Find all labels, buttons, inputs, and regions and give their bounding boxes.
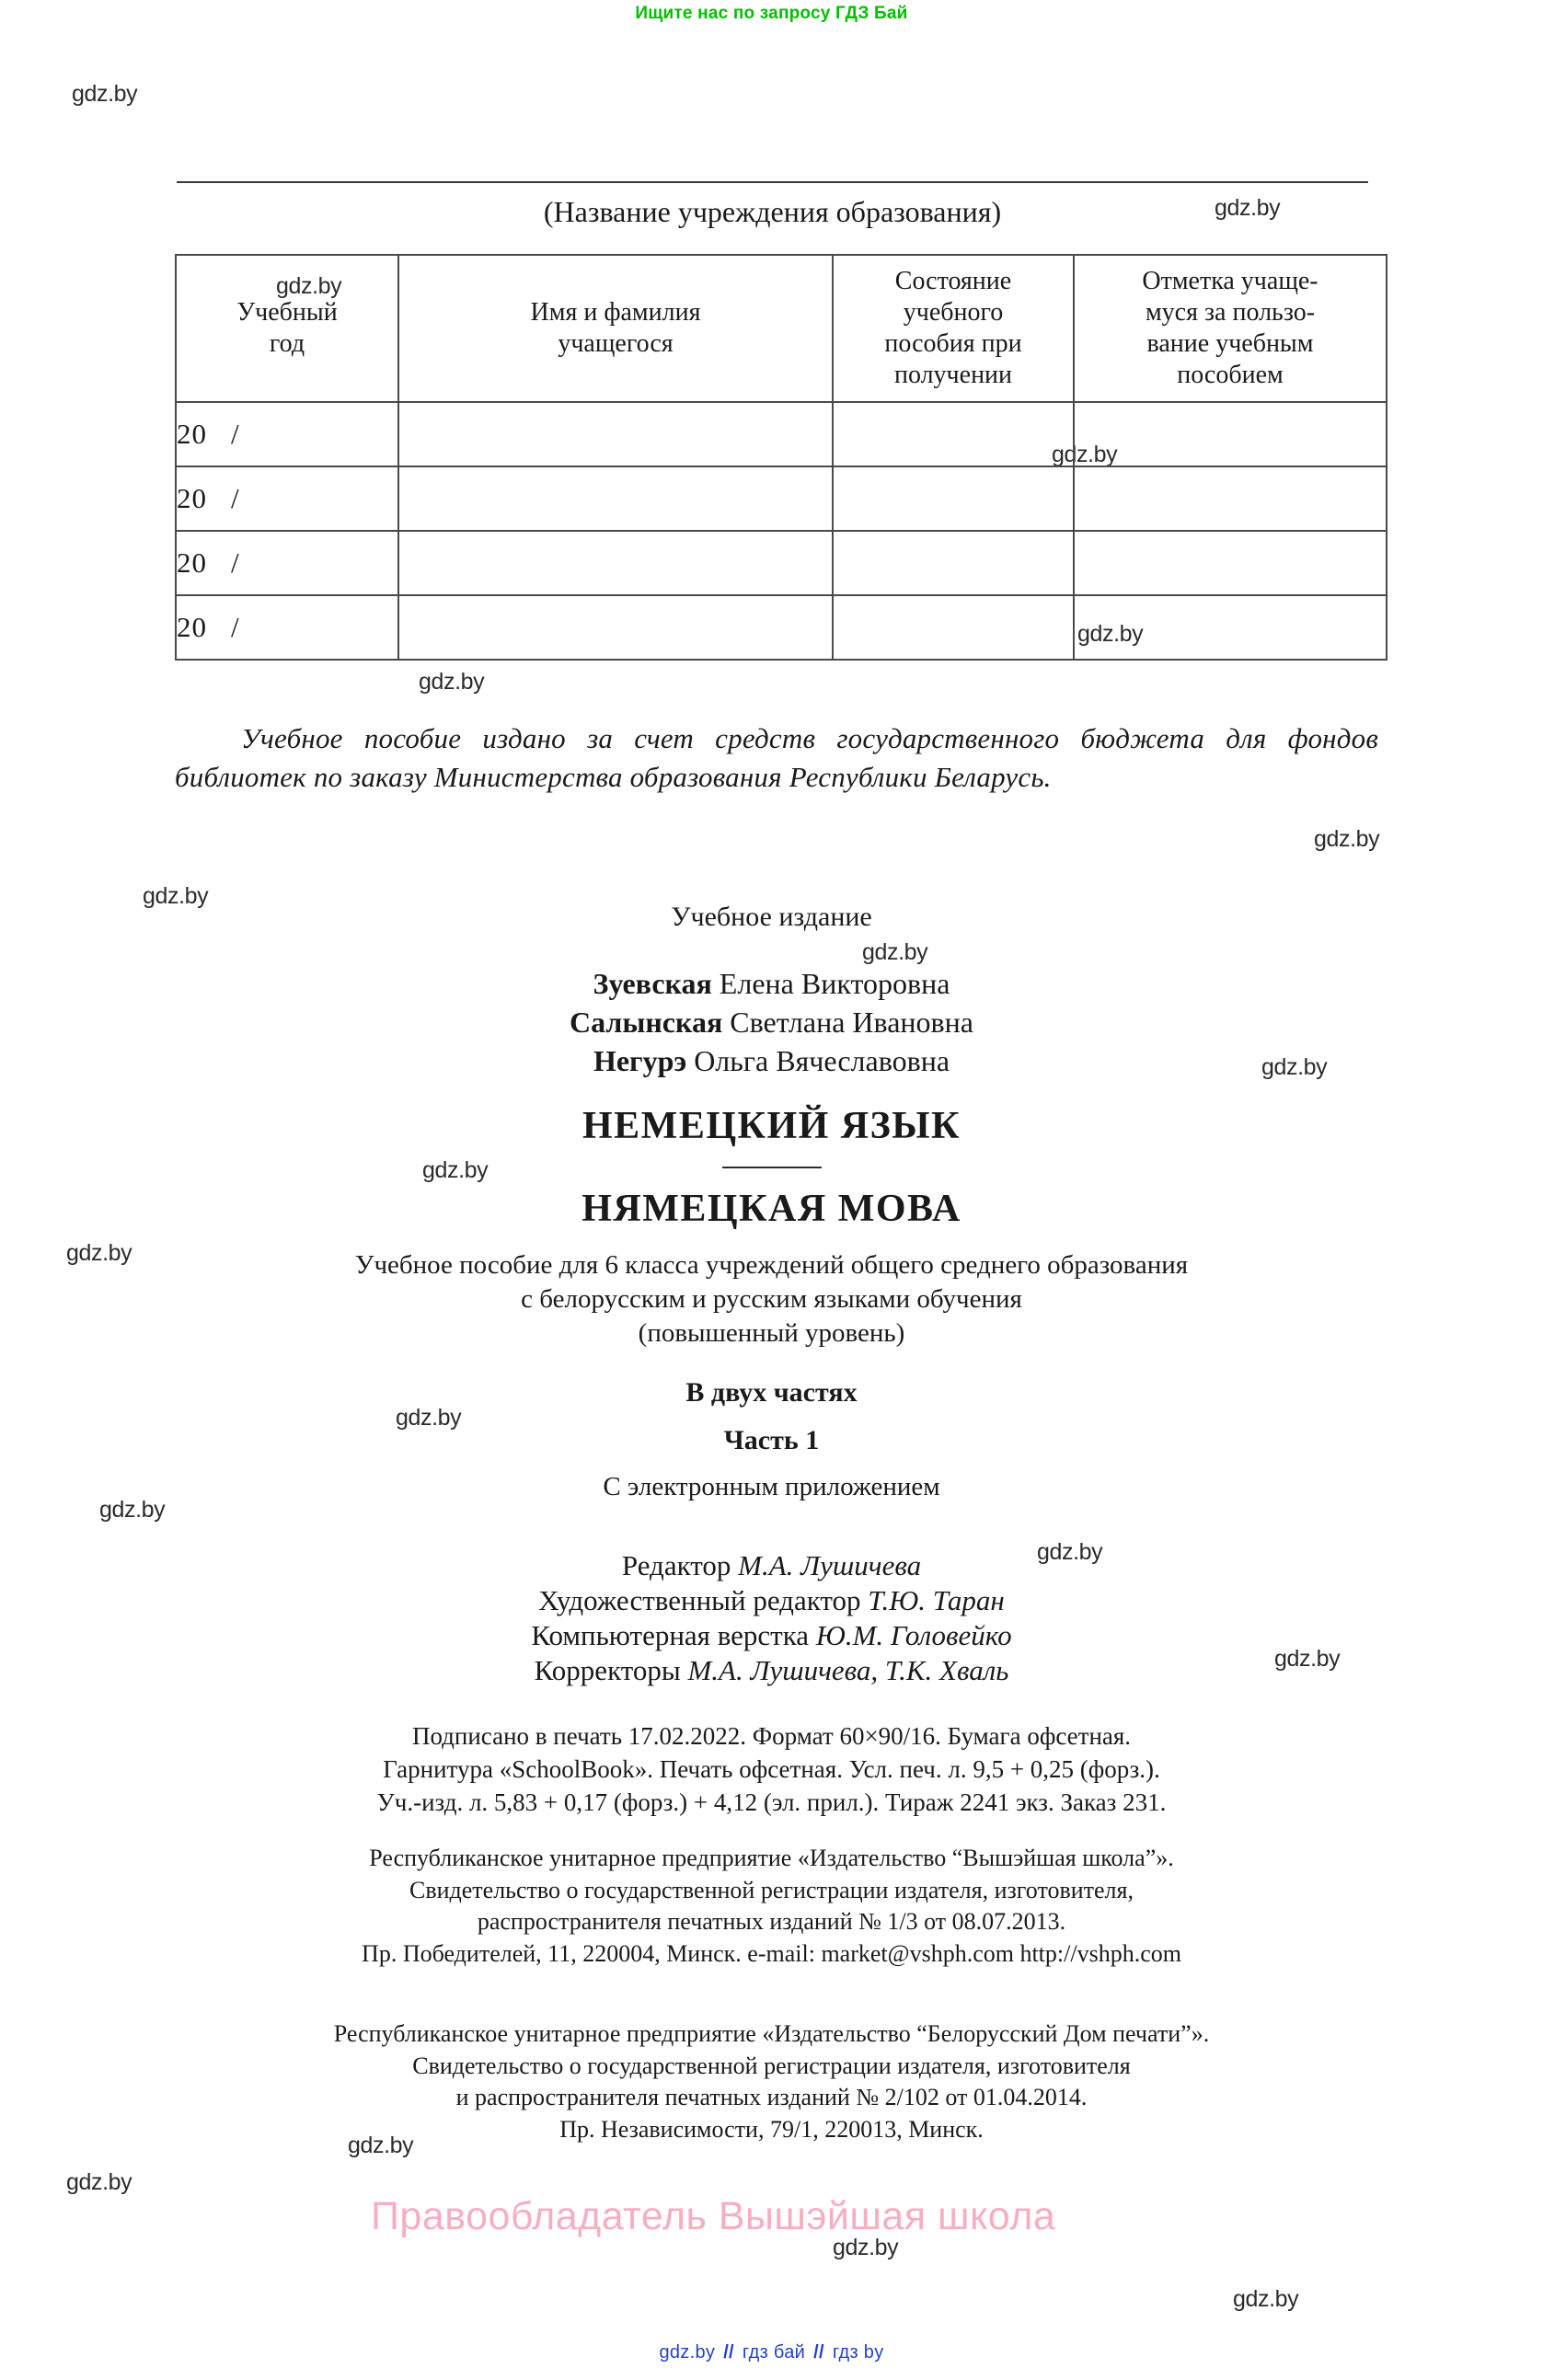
footer-link[interactable]: гдз by <box>832 2342 884 2363</box>
publisher-line: распространителя печатных изданий № 1/3 от 08.07.2013. <box>477 1908 1066 1936</box>
watermark-gdz: gdz.by <box>1314 826 1380 852</box>
credit-role: Корректоры <box>534 1654 688 1687</box>
cell-student-mark[interactable] <box>1074 466 1387 531</box>
cell-book-condition[interactable] <box>833 531 1074 595</box>
watermark-gdz: gdz.by <box>348 2133 414 2158</box>
header-book-condition-line2: учебного <box>903 297 1004 327</box>
year-slash: / <box>231 482 240 514</box>
header-book-condition-line1: Состояние <box>894 266 1012 295</box>
watermark-gdz: gdz.by <box>1052 442 1118 467</box>
watermark-gdz: gdz.by <box>396 1405 462 1431</box>
cell-academic-year[interactable] <box>176 531 398 595</box>
table-row <box>176 595 1387 660</box>
table-row <box>176 531 1387 595</box>
print-detail-line: Подписано в печать 17.02.2022. Формат 60×90/16. Бумага офсетная. <box>411 1722 1132 1750</box>
publisher-line: Пр. Победителей, 11, 220004, Минск. e-mail: market@vshph.com http://vshph.com <box>362 1939 1181 1967</box>
watermark-gdz: gdz.by <box>419 669 485 695</box>
cell-student-name[interactable] <box>398 466 833 531</box>
table-header-row <box>176 255 1387 402</box>
publisher-secondary-block <box>0 2018 1543 2145</box>
credit-role: Редактор <box>621 1549 739 1581</box>
author-given-names: Светлана Ивановна <box>722 1006 973 1040</box>
header-student-name <box>398 255 833 402</box>
header-student-mark-line1: Отметка учаще- <box>1142 266 1318 295</box>
cell-student-name[interactable] <box>398 402 833 466</box>
watermark-gdz: gdz.by <box>1037 1539 1103 1565</box>
credit-line <box>0 1653 1543 1688</box>
publisher-line: и распространителя печатных изданий № 2/102 от 01.04.2014. <box>455 2084 1088 2111</box>
year-prefix: 20 <box>177 418 207 450</box>
watermark-gdz: gdz.by <box>1274 1646 1341 1672</box>
cell-student-name[interactable] <box>398 531 833 595</box>
author-surname: Зуевская <box>593 967 712 1000</box>
footer-link[interactable]: гдз бай <box>742 2342 806 2363</box>
table-row <box>176 466 1387 531</box>
header-academic-year <box>176 255 398 402</box>
watermark-gdz: gdz.by <box>1233 2286 1299 2312</box>
watermark-gdz: gdz.by <box>422 1157 489 1183</box>
watermark-gdz: gdz.by <box>1215 195 1281 221</box>
author-list <box>0 964 1543 1081</box>
subtitle-block <box>0 1248 1543 1351</box>
cell-book-condition[interactable] <box>833 595 1074 660</box>
part-number: Часть 1 <box>723 1425 820 1455</box>
cell-academic-year[interactable] <box>176 466 398 531</box>
header-student-mark-line2: муся за пользо- <box>1145 297 1316 327</box>
publisher-line: Свидетельство о государственной регистрации издателя, изготовителя <box>412 2052 1131 2079</box>
table-row <box>176 402 1387 466</box>
parts-count: В двух частях <box>685 1377 858 1408</box>
header-academic-year-line1: Учебный <box>236 297 338 327</box>
credit-line <box>0 1583 1543 1618</box>
author-surname: Негурэ <box>593 1044 687 1078</box>
subtitle-line-1: Учебное пособие для 6 класса учреждений общего среднего образования <box>354 1250 1189 1280</box>
promo-banner: Ищите нас по запросу ГДЗ Бай <box>635 4 908 23</box>
publisher-line: Пр. Независимости, 79/1, 220013, Минск. <box>559 2115 984 2143</box>
publisher-primary-block <box>0 1843 1543 1970</box>
header-student-mark-line4: пособием <box>1177 361 1284 390</box>
print-detail-line: Уч.-изд. л. 5,83 + 0,17 (форз.) + 4,12 (эл. прил.). Тираж 2241 экз. Заказ 231. <box>376 1788 1167 1816</box>
footer-link[interactable]: gdz.by <box>659 2342 716 2363</box>
watermark-gdz: gdz.by <box>72 81 138 107</box>
title-divider <box>722 1167 822 1168</box>
credit-person: М.А. Лушичева <box>738 1549 922 1581</box>
header-student-name-line2: учащегося <box>558 329 674 358</box>
cell-student-name[interactable] <box>398 595 833 660</box>
cell-student-mark[interactable] <box>1074 402 1387 466</box>
author-name <box>0 1003 1543 1041</box>
watermark-gdz: gdz.by <box>862 939 928 965</box>
watermark-gdz: gdz.by <box>66 1240 132 1266</box>
credit-person: М.А. Лушичева, Т.К. Хваль <box>687 1654 1009 1687</box>
header-book-condition <box>833 255 1074 402</box>
header-book-condition-line4: получении <box>893 361 1013 390</box>
year-prefix: 20 <box>177 546 207 579</box>
watermark-copyright-holder: Правообладатель Вышэйшая школа <box>371 2194 1056 2238</box>
footer-separator: // <box>723 2342 734 2363</box>
watermark-gdz: gdz.by <box>833 2235 899 2260</box>
credit-role: Художественный редактор <box>538 1584 869 1617</box>
watermark-gdz: gdz.by <box>1077 621 1144 647</box>
author-surname: Салынская <box>570 1006 723 1040</box>
year-slash: / <box>231 418 240 450</box>
credits-block <box>0 1548 1543 1689</box>
table-head <box>176 255 1387 402</box>
author-name <box>0 1041 1543 1080</box>
year-prefix: 20 <box>177 482 207 514</box>
subtitle-line-3: (повышенный уровень) <box>638 1318 905 1349</box>
edition-label: Учебное издание <box>671 902 872 932</box>
watermark-gdz: gdz.by <box>276 273 342 299</box>
credit-person: Т.Ю. Таран <box>868 1584 1005 1617</box>
electronic-app-note: С электронным приложением <box>603 1472 940 1501</box>
author-given-names: Елена Викторовна <box>711 967 950 1000</box>
cell-book-condition[interactable] <box>833 402 1074 466</box>
institution-caption: (Название учреждения образования) <box>543 195 1002 228</box>
title-belarusian: НЯМЕЦКАЯ МОВА <box>582 1188 961 1230</box>
credit-line <box>0 1618 1543 1653</box>
year-slash: / <box>231 546 240 579</box>
subtitle-line-2: с белорусским и русским языками обучения <box>521 1284 1022 1315</box>
footer-links[interactable] <box>0 2342 1543 2363</box>
watermark-gdz: gdz.by <box>1261 1054 1328 1080</box>
credit-role: Компьютерная верстка <box>531 1619 816 1652</box>
watermark-gdz: gdz.by <box>143 883 209 909</box>
header-academic-year-line2: год <box>269 329 305 358</box>
cell-student-mark[interactable] <box>1074 595 1387 660</box>
title-russian: НЕМЕЦКИЙ ЯЗЫК <box>582 1105 961 1147</box>
print-details-block <box>0 1720 1543 1820</box>
cell-academic-year[interactable] <box>176 402 398 466</box>
cell-book-condition[interactable] <box>833 466 1074 531</box>
year-prefix: 20 <box>177 611 207 643</box>
header-student-mark <box>1074 255 1387 402</box>
publisher-line: Республиканское унитарное предприятие «Издательство “Белорусский Дом печати”». <box>333 2020 1210 2047</box>
author-given-names: Ольга Вячеславовна <box>686 1044 950 1078</box>
watermark-gdz: gdz.by <box>99 1497 166 1523</box>
header-book-condition-line3: пособия при <box>884 329 1022 358</box>
institution-rule <box>177 181 1368 183</box>
credit-line <box>0 1548 1543 1583</box>
print-detail-line: Гарнитура «SchoolBook». Печать офсетная. Усл. печ. л. 9,5 + 0,25 (форз.). <box>383 1754 1160 1783</box>
footer-separator: // <box>813 2342 824 2363</box>
year-slash: / <box>231 611 240 643</box>
table-body <box>176 402 1387 660</box>
watermark-gdz: gdz.by <box>66 2169 132 2195</box>
cell-student-mark[interactable] <box>1074 531 1387 595</box>
book-registration-table <box>175 254 1388 661</box>
header-student-name-line1: Имя и фамилия <box>530 297 701 327</box>
budget-note: Учебное пособие издано за счет средств государственного бюджета для фондов библиотек по заказу Министерства образования Республики Беларусь. <box>175 722 1378 794</box>
publisher-line: Республиканское унитарное предприятие «Издательство “Вышэйшая школа”». <box>369 1845 1174 1871</box>
publisher-line: Свидетельство о государственной регистрации издателя, изготовителя, <box>409 1876 1134 1903</box>
author-name <box>0 964 1543 1003</box>
header-student-mark-line3: вание учебным <box>1146 329 1314 358</box>
credit-person: Ю.М. Головейко <box>815 1619 1012 1652</box>
cell-academic-year[interactable] <box>176 595 398 660</box>
